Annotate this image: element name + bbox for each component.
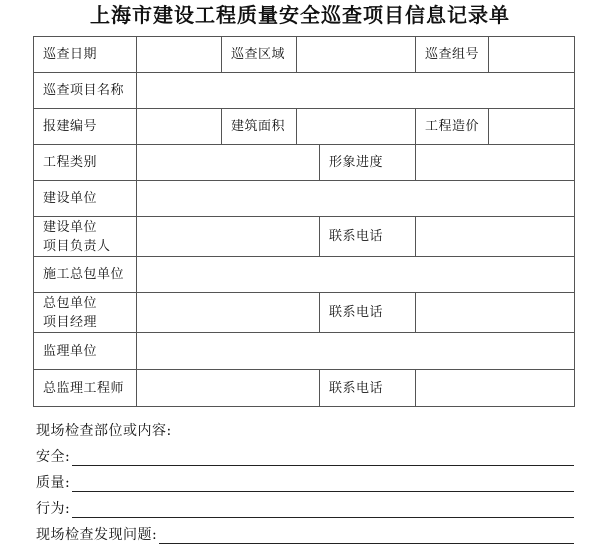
project-cost-value[interactable] xyxy=(489,109,575,145)
issues-found-line[interactable] xyxy=(36,524,574,544)
patrol-date-value[interactable] xyxy=(137,37,222,73)
contractor-manager-label-line1: 总包单位 xyxy=(43,295,98,311)
safety-rule[interactable] xyxy=(72,450,574,466)
contact-phone-value-2[interactable] xyxy=(416,293,575,333)
contractor-manager-label xyxy=(34,293,137,333)
form-title: 上海市建设工程质量安全巡查项目信息记录单 xyxy=(90,3,510,27)
behavior-label: 行为: xyxy=(36,501,71,517)
quality-line[interactable] xyxy=(36,472,574,492)
contact-phone-value-1[interactable] xyxy=(416,217,575,257)
patrol-group-label: 巡查组号 xyxy=(416,37,489,73)
project-category-label: 工程类别 xyxy=(34,145,137,181)
construction-unit-label: 建设单位 xyxy=(34,181,137,217)
building-area-label: 建筑面积 xyxy=(222,109,297,145)
chief-supervisor-value[interactable] xyxy=(137,370,320,407)
patrol-area-value[interactable] xyxy=(297,37,416,73)
construction-unit-value[interactable] xyxy=(137,181,575,217)
safety-line[interactable] xyxy=(36,446,574,466)
project-name-value[interactable] xyxy=(137,73,575,109)
project-category-value[interactable] xyxy=(137,145,320,181)
contractor-manager-value[interactable] xyxy=(137,293,320,333)
patrol-group-value[interactable] xyxy=(489,37,575,73)
contractor-manager-label-line2: 项目经理 xyxy=(43,314,98,330)
general-contractor-value[interactable] xyxy=(137,257,575,293)
issues-found-rule[interactable] xyxy=(159,528,574,544)
issues-found-label: 现场检查发现问题: xyxy=(36,527,158,543)
supervision-unit-label: 监理单位 xyxy=(34,333,137,370)
chief-supervisor-label: 总监理工程师 xyxy=(34,370,137,407)
behavior-rule[interactable] xyxy=(72,502,574,518)
general-contractor-label: 施工总包单位 xyxy=(34,257,137,293)
progress-label: 形象进度 xyxy=(320,145,416,181)
behavior-line[interactable] xyxy=(36,498,574,518)
contact-phone-label-1: 联系电话 xyxy=(320,217,416,257)
progress-value[interactable] xyxy=(416,145,575,181)
building-area-value[interactable] xyxy=(297,109,416,145)
construction-leader-label xyxy=(34,217,137,257)
contact-phone-label-2: 联系电话 xyxy=(320,293,416,333)
inspection-parts-heading xyxy=(36,420,574,440)
patrol-area-label: 巡查区域 xyxy=(222,37,297,73)
construction-leader-label-line2: 项目负责人 xyxy=(43,238,111,254)
safety-label: 安全: xyxy=(36,449,71,465)
contact-phone-value-3[interactable] xyxy=(416,370,575,407)
quality-label: 质量: xyxy=(36,475,71,491)
build-number-label: 报建编号 xyxy=(34,109,137,145)
construction-leader-value[interactable] xyxy=(137,217,320,257)
patrol-date-label: 巡查日期 xyxy=(34,37,137,73)
build-number-value[interactable] xyxy=(137,109,222,145)
project-info-table xyxy=(33,36,575,407)
quality-rule[interactable] xyxy=(72,476,574,492)
inspection-parts-label: 现场检查部位或内容: xyxy=(36,423,172,439)
project-name-label: 巡查项目名称 xyxy=(34,73,137,109)
contact-phone-label-3: 联系电话 xyxy=(320,370,416,407)
supervision-unit-value[interactable] xyxy=(137,333,575,370)
construction-leader-label-line1: 建设单位 xyxy=(43,219,98,235)
project-cost-label: 工程造价 xyxy=(416,109,489,145)
